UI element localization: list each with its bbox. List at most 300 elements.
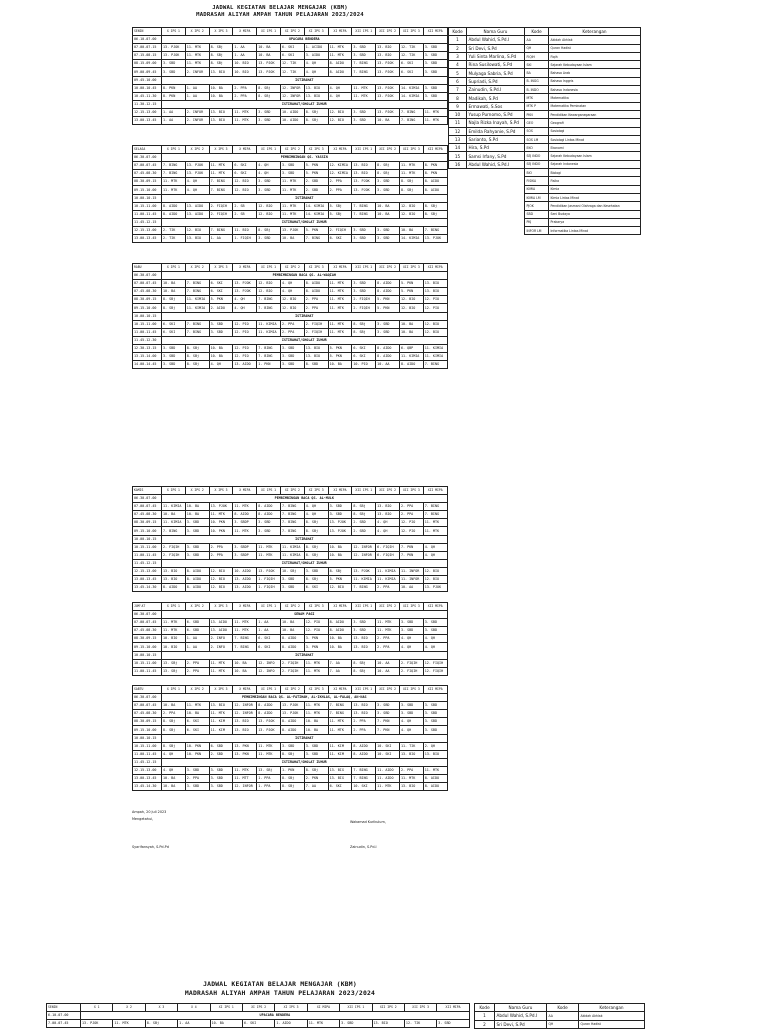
lesson-cell: 11. MTK	[280, 186, 304, 194]
lesson-cell: 11. MTK	[209, 162, 233, 170]
lesson-cell: 11. KIMIA	[423, 344, 447, 352]
subject-code: PKN	[525, 110, 549, 118]
lesson-cell: 8. SBj	[280, 783, 304, 791]
lesson-cell: 3. SBD	[352, 235, 376, 243]
lesson-cell: 4. QH	[328, 84, 352, 92]
legend-empty-cell	[449, 218, 525, 226]
lesson-cell: 3. SBD	[352, 117, 376, 125]
lesson-cell: 2. PPA	[399, 503, 423, 511]
lesson-cell: 1. AA	[257, 619, 281, 627]
time-slot: 06.30-07.00	[133, 272, 162, 280]
lesson-cell: 6. SKI	[328, 235, 352, 243]
lesson-cell: 12. TIK	[399, 44, 423, 52]
schedule-header-row	[133, 28, 448, 36]
lesson-cell: 3. SBD	[399, 710, 423, 718]
lesson-cell: 13. BIO	[399, 783, 423, 791]
signature-left-name: Syarifansyah, S.Pd.Pd	[132, 845, 169, 849]
legend-header: Kode	[475, 1004, 495, 1012]
lesson-cell: 10. AA	[376, 659, 400, 667]
schedule-table-kamis	[132, 486, 448, 592]
lesson-row	[133, 775, 448, 783]
lesson-cell: 4. QH	[399, 643, 423, 651]
activity-label: ISTIRAHAT/SHOLAT ZUHUR	[162, 100, 448, 108]
lesson-cell: 6. SKI	[399, 68, 423, 76]
lesson-cell: 3. SBD	[423, 710, 447, 718]
lesson-cell: 11. AIDO	[376, 766, 400, 774]
class-header: X IPS 1	[162, 146, 186, 154]
subject-code: SKI	[525, 61, 549, 69]
lesson-cell: 3. SBD	[423, 60, 447, 68]
lesson-cell: 11. MTK	[328, 726, 352, 734]
lesson-cell: 13. BIO	[304, 84, 328, 92]
page2-legend	[474, 1003, 645, 1029]
lesson-cell: 8. AIDO	[423, 775, 447, 783]
lesson-cell: 10. BA	[376, 117, 400, 125]
legend-row	[449, 177, 641, 185]
lesson-cell: 3. SBD	[304, 750, 328, 758]
legend-header: Kode	[547, 1004, 579, 1012]
time-slot: 10.45-11.30	[133, 92, 162, 100]
lesson-cell: 11. MTK	[352, 92, 376, 100]
lesson-cell: 8. SBj	[280, 775, 304, 783]
lesson-row	[133, 584, 448, 592]
time-slot: 13.45-14.30	[133, 783, 162, 791]
lesson-row	[133, 766, 448, 774]
lesson-cell: 7. BING	[209, 178, 233, 186]
lesson-cell: 8. SBj	[423, 202, 447, 210]
class-header: XII MIPA	[437, 1004, 469, 1012]
legend-row	[449, 218, 641, 226]
lesson-cell: 8. AIDO	[162, 210, 186, 218]
time-slot: 10.00-10.15	[133, 651, 162, 659]
activity-row	[133, 76, 448, 84]
activity-label: PEMBIMBINGAN BACA QS. AL-FATIHAH, AL-IKHLAS, AL-FALAQ, AN-NAS	[162, 694, 448, 702]
class-header: X 1	[81, 1004, 113, 1012]
lesson-cell: 8. SBj	[304, 527, 328, 535]
legend-empty-cell	[449, 202, 525, 210]
lesson-cell: 13. PJOK	[233, 280, 257, 288]
lesson-cell: 11. KIMIA	[399, 353, 423, 361]
activity-row	[133, 758, 448, 766]
activity-row	[133, 611, 448, 619]
lesson-cell: 1. AA	[233, 52, 257, 60]
activity-row	[133, 218, 448, 226]
day-name: JUM'AT	[133, 603, 162, 611]
subject-description: Sejarah Kebudayaan Islam	[549, 152, 641, 160]
lesson-cell: 2. PPA	[162, 710, 186, 718]
lesson-cell: 8. AIDO	[257, 702, 281, 710]
class-header: XII IPS 3	[399, 146, 423, 154]
class-header: XII MIPA	[423, 686, 447, 694]
lesson-cell: 4. QH	[233, 296, 257, 304]
lesson-cell: 3. SBD	[162, 60, 186, 68]
class-header: X IPS 2	[185, 264, 209, 272]
lesson-cell: 8. SBj	[162, 296, 186, 304]
lesson-cell: 3. SBD	[257, 186, 281, 194]
teacher-code: 5	[449, 69, 467, 77]
teacher-code: 7	[449, 86, 467, 94]
lesson-cell: 13. AIDO	[209, 619, 233, 627]
subject-description: Sosiologi Lintas Minat	[549, 135, 641, 143]
page2-title	[120, 980, 440, 998]
lesson-cell: 7. BING	[162, 162, 186, 170]
subject-description: Bahasa Arab	[549, 69, 641, 77]
lesson-cell: 5. PKN	[399, 280, 423, 288]
lesson-row	[133, 226, 448, 234]
legend-empty-cell	[449, 169, 525, 177]
time-slot: 07.45-08.30	[133, 627, 162, 635]
lesson-cell: 10. BA	[257, 44, 281, 52]
time-slot: 11.45-12.30	[133, 336, 162, 344]
time-slot: 08.30-09.15	[133, 519, 162, 527]
lesson-cell: 11. MTK	[376, 627, 400, 635]
class-header: XII IPS 2	[376, 28, 400, 36]
lesson-cell: 11. MTK	[185, 52, 209, 60]
lesson-cell: 11. MTT	[233, 775, 257, 783]
lesson-cell: 8. AIDO	[376, 353, 400, 361]
teacher-code: 3	[449, 52, 467, 60]
time-slot: 07.00-07.45	[133, 619, 162, 627]
lesson-cell: 10. AIDO	[280, 108, 304, 116]
lesson-cell: 6. SKI	[185, 718, 209, 726]
page2-header-row	[47, 1004, 470, 1012]
lesson-cell: 11. MTK	[233, 627, 257, 635]
lesson-cell: 13. PJOK	[352, 178, 376, 186]
lesson-cell: 8. AIDO	[280, 726, 304, 734]
lesson-cell: 2. SB	[233, 210, 257, 218]
legend-header-row	[449, 28, 641, 36]
class-header: X MIPA	[233, 686, 257, 694]
lesson-cell: 1. AA	[185, 635, 209, 643]
lesson-cell: 11. MTK	[304, 667, 328, 675]
legend-row	[449, 210, 641, 218]
lesson-cell: 2. PPA	[376, 635, 400, 643]
lesson-cell: 7. BING	[185, 280, 209, 288]
lesson-cell: 2. PPA	[280, 320, 304, 328]
lesson-row	[133, 511, 448, 519]
lesson-row	[133, 52, 448, 60]
time-slot: 12.15-13.00	[133, 567, 162, 575]
legend-header: Nama Guru	[495, 1004, 547, 1012]
activity-label: ISTIRAHAT	[162, 651, 448, 659]
lesson-cell: 11. MTK	[233, 527, 257, 535]
lesson-cell: 8. PKN	[162, 84, 186, 92]
lesson-cell: 3. SBD	[399, 702, 423, 710]
lesson-cell: 8. AIDO	[328, 60, 352, 68]
lesson-cell: 1. AA	[185, 92, 209, 100]
lesson-cell: 4. QH	[304, 503, 328, 511]
lesson-cell: 8. SBj	[352, 503, 376, 511]
schedule-header-row	[133, 686, 448, 694]
lesson-cell: 7. BING	[328, 710, 352, 718]
activity-row	[133, 495, 448, 503]
lesson-cell: 13. AIDO	[233, 584, 257, 592]
legend-row	[449, 127, 641, 135]
time-slot: 07.45-08.30	[133, 511, 162, 519]
time-slot: 12.15-13.00	[133, 108, 162, 116]
class-header: XII IPS 1	[352, 603, 376, 611]
lesson-cell: 11. KIMIA	[185, 304, 209, 312]
lesson-cell: 10. BA	[162, 783, 186, 791]
subject-description: Fisika	[549, 177, 641, 185]
subject-code: SEJ INDO	[525, 160, 549, 168]
lesson-cell: 6. SKI	[209, 288, 233, 296]
lesson-cell: 12. BIO	[399, 202, 423, 210]
lesson-cell: 5. PKN	[376, 304, 400, 312]
lesson-cell: 13. SBj	[162, 659, 186, 667]
lesson-cell: 4. QH	[423, 635, 447, 643]
lesson-cell: 10. BA	[233, 667, 257, 675]
lesson-cell: 7. BING	[233, 643, 257, 651]
class-header: XI IPS 2	[280, 28, 304, 36]
lesson-cell: 10. BA	[257, 52, 281, 60]
lesson-cell: 7. AA	[328, 667, 352, 675]
class-header: XI IPS 3	[275, 1004, 307, 1012]
time-slot: 10.15-11.00	[133, 742, 162, 750]
lesson-cell: 10. BA	[399, 328, 423, 336]
lesson-cell: 3. SBD	[399, 627, 423, 635]
teacher-name: Abdul Wahid, S.Pd.I	[467, 160, 525, 168]
lesson-cell: 4. QH	[185, 178, 209, 186]
lesson-cell: 2. INFOR	[185, 117, 209, 125]
lesson-cell: 13. BIO	[352, 162, 376, 170]
lesson-cell: 8. SBj	[352, 667, 376, 675]
lesson-cell: 12. PIO	[423, 296, 447, 304]
legend-row	[449, 160, 641, 168]
lesson-cell: 13. BIO	[352, 643, 376, 651]
subject-code: MTK P	[525, 102, 549, 110]
teacher-code: 13	[449, 135, 467, 143]
lesson-cell: 3. SBD	[399, 619, 423, 627]
lesson-cell: 7. BING	[257, 304, 281, 312]
class-header: X IPS 2	[185, 28, 209, 36]
teacher-code: 10	[449, 110, 467, 118]
legend-empty-cell	[449, 210, 525, 218]
class-header: XII IPS 2	[372, 1004, 404, 1012]
lesson-cell: 10. BA	[185, 503, 209, 511]
teacher-code: 4	[449, 61, 467, 69]
lesson-cell: 7. BING	[185, 328, 209, 336]
lesson-cell: 6. SKI	[328, 783, 352, 791]
lesson-cell: 7. BING	[280, 503, 304, 511]
lesson-cell: 11. AIDO	[376, 775, 400, 783]
lesson-cell: 13. BIO	[233, 726, 257, 734]
lesson-cell: 8. SBj	[352, 320, 376, 328]
lesson-cell: 8. SBD	[304, 361, 328, 369]
lesson-cell: 13. BIO	[372, 1020, 404, 1028]
lesson-cell: 13. BIO	[376, 44, 400, 52]
lesson-cell: 7. PKN	[399, 551, 423, 559]
lesson-cell: 3. SBD	[423, 619, 447, 627]
lesson-cell: 11. MTK	[257, 543, 281, 551]
lesson-cell: 6. SKI	[352, 353, 376, 361]
class-header: X MIPA	[233, 264, 257, 272]
time-slot: 06.30-07.00	[133, 495, 162, 503]
lesson-cell: 10. BA	[328, 551, 352, 559]
time-slot: 07.00-07.45	[133, 702, 162, 710]
lesson-cell: 13. SBj	[257, 766, 281, 774]
lesson-cell: 3. SBD	[304, 567, 328, 575]
lesson-cell: 13. PJOK	[185, 170, 209, 178]
lesson-cell: 8. SBj	[162, 718, 186, 726]
lesson-cell: 13. BIO	[376, 503, 400, 511]
lesson-cell: 1. PPA	[257, 775, 281, 783]
lesson-cell: 13. BIO	[352, 702, 376, 710]
class-header: XII IPS 1	[352, 264, 376, 272]
lesson-cell: 1. PKN	[280, 766, 304, 774]
document-title	[130, 5, 430, 19]
activity-row	[133, 734, 448, 742]
lesson-cell: 7. BING	[423, 226, 447, 234]
lesson-cell: 2. PPA	[280, 328, 304, 336]
lesson-cell: 13. PJOK	[257, 718, 281, 726]
lesson-cell: 10. BA	[209, 344, 233, 352]
lesson-cell: 8. AIDO	[162, 202, 186, 210]
teacher-name: Yusup Purnomo, S.Pd	[467, 110, 525, 118]
time-slot: 10.15-11.00	[133, 202, 162, 210]
lesson-row	[133, 742, 448, 750]
lesson-cell: 12. BIO	[233, 178, 257, 186]
lesson-cell: 2. FIQIH	[352, 304, 376, 312]
lesson-cell: 5. SBj	[328, 202, 352, 210]
lesson-cell: 12. BIO	[257, 280, 281, 288]
activity-label: UPACARA BENDERA	[81, 1012, 470, 1020]
lesson-cell: 11. MTK	[304, 659, 328, 667]
lesson-cell: 6. SKI	[280, 44, 304, 52]
lesson-cell: 13. PJOK	[280, 702, 304, 710]
lesson-row	[133, 659, 448, 667]
lesson-cell: 4. QH	[376, 519, 400, 527]
lesson-cell: 6. SKI	[257, 635, 281, 643]
lesson-cell: 11. KIM	[209, 718, 233, 726]
activity-label: ISTIRAHAT/SHOLAT ZUHUR	[162, 336, 448, 344]
lesson-cell: 3. SBD	[423, 627, 447, 635]
lesson-cell: 11. MTK	[257, 551, 281, 559]
lesson-cell: 12. KIMIA	[328, 162, 352, 170]
lesson-cell: 10. BIO	[233, 68, 257, 76]
activity-row	[47, 1012, 470, 1020]
class-header: X MIPA	[233, 487, 257, 495]
teacher-name: Hira, S.Pd	[467, 144, 525, 152]
lesson-cell: 5. PKN	[399, 288, 423, 296]
teacher-name: Rina Susilowati, S.Pd	[467, 61, 525, 69]
lesson-cell: 10. BA	[280, 619, 304, 627]
time-slot: 06.30-07.00	[133, 611, 162, 619]
lesson-cell: 4. QH	[257, 170, 281, 178]
lesson-cell: 3. PKN	[304, 643, 328, 651]
class-header: XII MIPA	[423, 603, 447, 611]
lesson-cell: 2. PPA	[304, 296, 328, 304]
lesson-cell: 10. BA	[162, 288, 186, 296]
lesson-cell: 10. BA	[209, 84, 233, 92]
legend-row	[449, 152, 641, 160]
lesson-cell: 11. MTK	[209, 659, 233, 667]
lesson-cell: 13. AIDO	[185, 202, 209, 210]
lesson-cell: 2. SBD	[304, 186, 328, 194]
lesson-cell: 8. AIDO	[352, 750, 376, 758]
lesson-cell: 4. QH	[376, 527, 400, 535]
class-header: X MIPA	[233, 603, 257, 611]
lesson-cell: 2. FIQIH	[162, 543, 186, 551]
class-header: XII MIPA	[423, 28, 447, 36]
lesson-cell: 12. INFOR	[352, 551, 376, 559]
lesson-cell: 7. BING	[352, 584, 376, 592]
lesson-cell: 5. PKN	[328, 344, 352, 352]
signature-left-label: Mengetahui,	[132, 817, 154, 821]
lesson-cell: 11. KIMIA	[280, 551, 304, 559]
lesson-cell: 3. SBD	[328, 503, 352, 511]
lesson-cell: 11. KIMIA	[352, 576, 376, 584]
lesson-cell: 4. QH	[257, 162, 281, 170]
class-header: XII MIPA	[423, 487, 447, 495]
lesson-cell: 12. BIO	[209, 567, 233, 575]
activity-row	[133, 36, 448, 44]
lesson-cell: 6. SKI	[257, 643, 281, 651]
lesson-cell: 11. KIMIA	[162, 519, 186, 527]
class-header: X IPS 2	[185, 686, 209, 694]
legend-row	[475, 1012, 645, 1020]
lesson-cell: 8. SBj	[145, 1020, 177, 1028]
lesson-cell: 1. AA	[209, 235, 233, 243]
class-header: X IPS 1	[162, 603, 186, 611]
lesson-row	[133, 718, 448, 726]
lesson-cell: 12. PIO	[423, 304, 447, 312]
lesson-row	[133, 543, 448, 551]
lesson-cell: 8. PKN	[423, 162, 447, 170]
lesson-row	[133, 361, 448, 369]
lesson-cell: 7. BING	[233, 635, 257, 643]
time-slot: 10.00-10.15	[133, 734, 162, 742]
subject-description: Akidah Akhlak	[579, 1012, 645, 1020]
lesson-cell: 2. PPA	[233, 84, 257, 92]
teacher-code: 9	[449, 102, 467, 110]
lesson-cell: 7. BING	[352, 60, 376, 68]
lesson-cell: 13. PKN	[233, 750, 257, 758]
schedule-header-row	[133, 264, 448, 272]
time-slot: 13.00-13.45	[133, 576, 162, 584]
lesson-cell: 3. SBD	[209, 766, 233, 774]
lesson-cell: 3. SBD	[376, 178, 400, 186]
teacher-name: Zainudin, S.Pd.I	[467, 86, 525, 94]
subject-description: Pendidikan Jasmani Olahraga dan Kesehatan	[549, 202, 641, 210]
lesson-cell: 13. PJOK	[280, 710, 304, 718]
lesson-cell: 8. SBj	[185, 353, 209, 361]
lesson-cell: 8. AIDO	[423, 178, 447, 186]
subject-code: PKJ	[525, 218, 549, 226]
teacher-code: 2	[449, 44, 467, 52]
lesson-cell: 3. SBD	[209, 328, 233, 336]
lesson-cell: 6. SKI	[280, 52, 304, 60]
time-slot: 07.00-07.45	[133, 280, 162, 288]
lesson-cell: 11. MTK	[328, 288, 352, 296]
lesson-cell: 8. SBj	[328, 567, 352, 575]
lesson-cell: 10. AA	[399, 584, 423, 592]
lesson-cell: 3. SBD	[185, 783, 209, 791]
day-name: SENIN	[47, 1004, 81, 1012]
subject-code: AA	[547, 1012, 579, 1020]
lesson-cell: 8. SBj	[304, 543, 328, 551]
lesson-cell: 3. SBD	[423, 84, 447, 92]
class-header: XII IPS 1	[352, 146, 376, 154]
lesson-cell: 8. AIDO	[328, 68, 352, 76]
class-header: XII IPS 1	[340, 1004, 372, 1012]
lesson-cell: 13. PJOK	[280, 226, 304, 234]
lesson-cell: 13. BIO	[352, 635, 376, 643]
time-slot: 13.45-14.30	[133, 584, 162, 592]
time-slot: 13.00-13.45	[133, 235, 162, 243]
lesson-cell: 10. BA	[210, 1020, 242, 1028]
lesson-cell: 3. SBD	[280, 344, 304, 352]
